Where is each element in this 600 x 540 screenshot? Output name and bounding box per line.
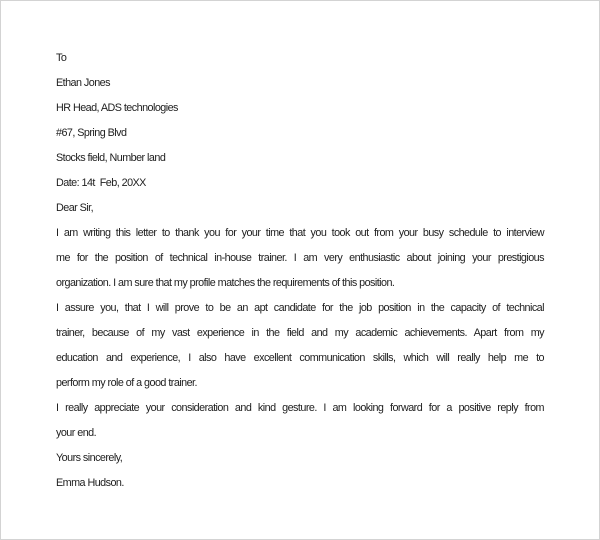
recipient-to-label: To (56, 52, 67, 64)
date-line: Date: 14t Feb, 20XX (56, 177, 146, 189)
body-paragraph-3 (56, 396, 544, 446)
body-line: organization. I am sure that my profile matches the requirements of this position. (56, 277, 395, 289)
recipient-address-line-2: Stocks field, Number land (56, 152, 166, 164)
signature: Emma Hudson. (56, 477, 124, 489)
body-paragraph-2 (56, 296, 544, 396)
recipient-block (56, 46, 544, 171)
body-line: I am writing this letter to thank you for your time that you took out from your busy schedule to interview (56, 227, 544, 239)
salutation: Dear Sir, (56, 202, 94, 214)
body-line: trainer, because of my vast experience in the field and my academic achievements. Apart from my (56, 327, 544, 339)
recipient-address-line-1: #67, Spring Blvd (56, 127, 127, 139)
body-line: I assure you, that I will prove to be an apt candidate for the job position in the capacity of technical (56, 302, 544, 314)
body-paragraph-1 (56, 221, 544, 296)
body-line: I really appreciate your consideration and kind gesture. I am looking forward for a positive reply from (56, 402, 544, 414)
body-line: me for the position of technical in-house trainer. I am very enthusiastic about joining your prestigious (56, 252, 544, 264)
body-line: education and experience, I also have excellent communication skills, which will really help me to (56, 352, 544, 364)
closing: Yours sincerely, (56, 452, 123, 464)
recipient-title: HR Head, ADS technologies (56, 102, 178, 114)
recipient-name: Ethan Jones (56, 77, 110, 89)
body-line: perform my role of a good trainer. (56, 377, 197, 389)
body-line: your end. (56, 427, 97, 439)
